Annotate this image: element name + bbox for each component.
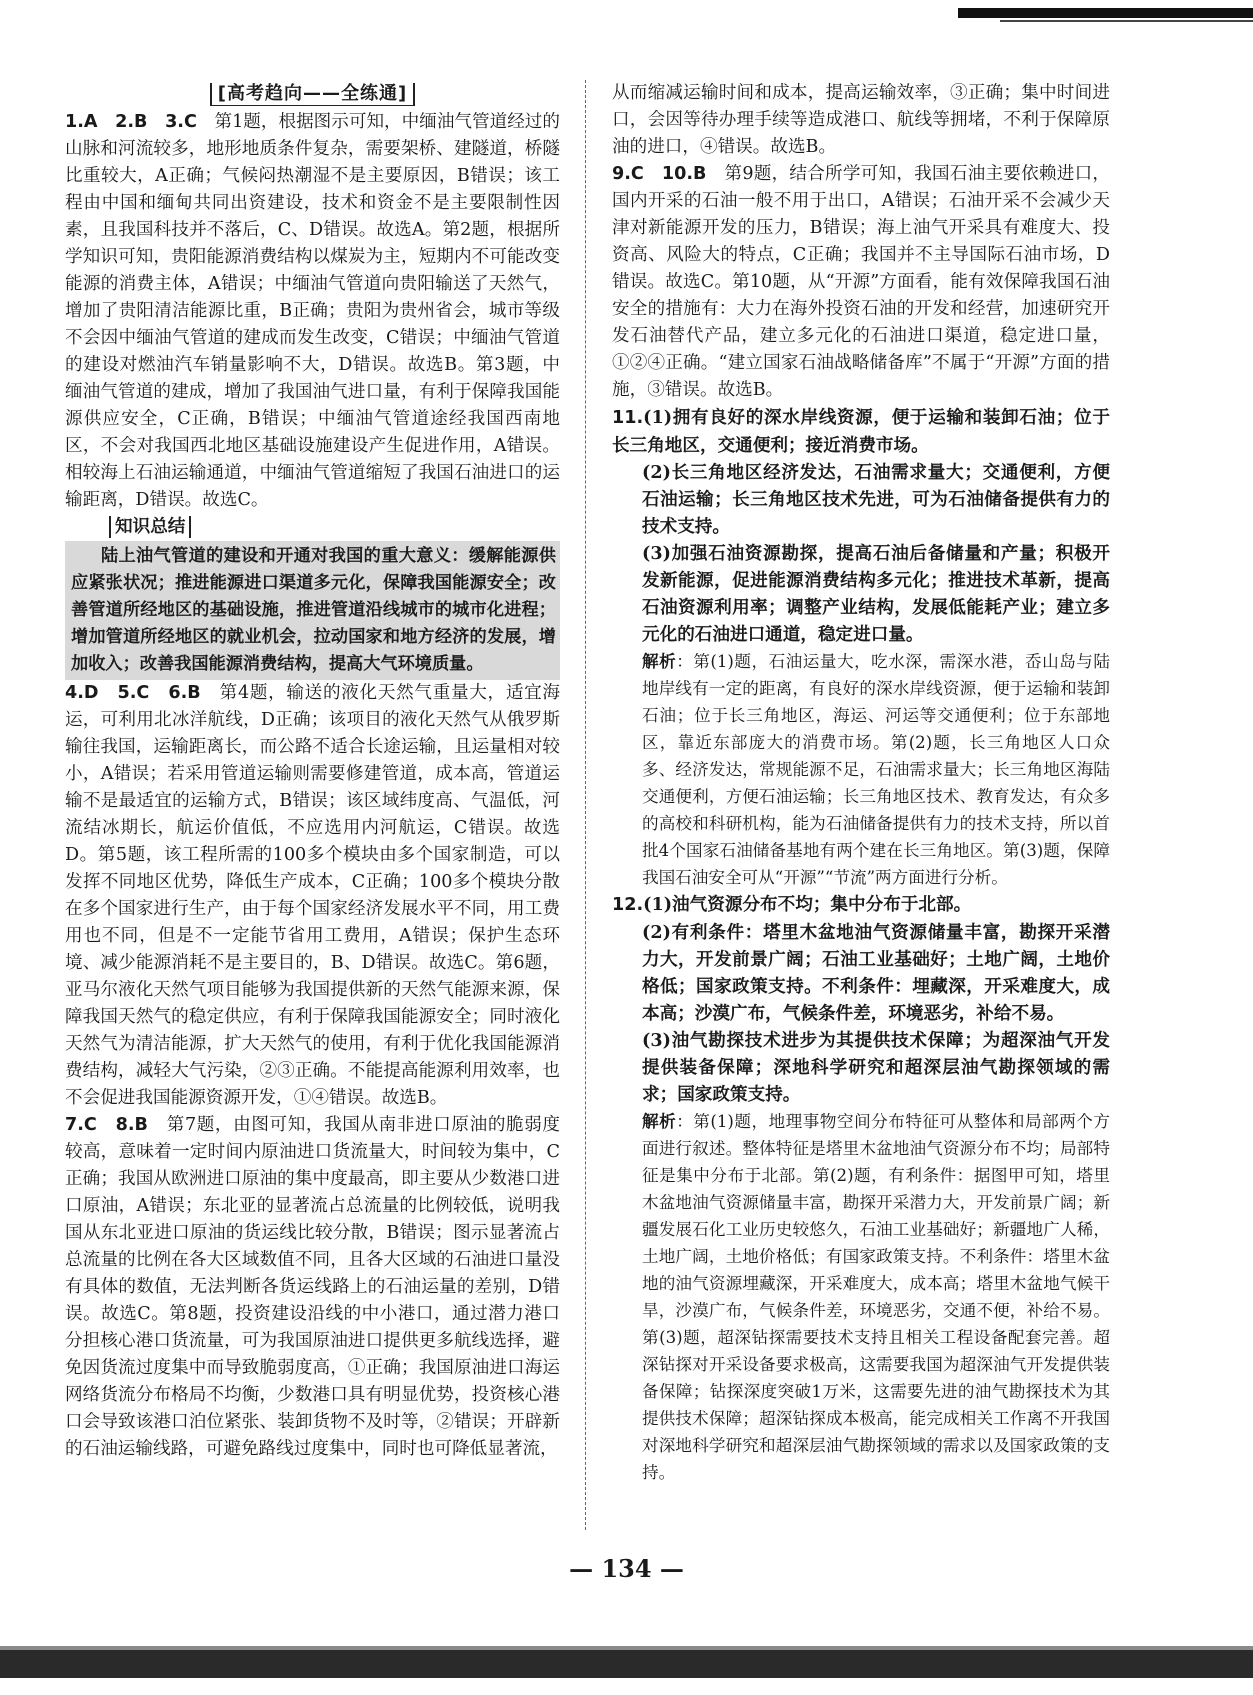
answer-11 (612, 404, 1110, 891)
answer-11-part-2: (2)长三角地区经济发达，石油需求量大；交通便利，方便石油运输；长三角地区技术先进，可为石油储备提供有力的技术支持。 (642, 462, 1110, 537)
page-number: — 134 — (569, 1554, 684, 1583)
answer-text: 第1题，根据图示可知，中缅油气管道经过的山脉和河流较多，地形地质条件复杂，需要架桥、建隧道，桥隧比重较大，A正确；气候闷热潮湿不是主要原因，B错误；该工程由中国和缅甸共同出资建设，技术和资金不是主要限制性因素，且我国科技并不落后，C、D错误。故选A。第2题，根据所学知识可知，贵阳能源消费结构以煤炭为主，短期内不可能改变能源的消费主体，A错误；中缅油气管道向贵阳输送了天然气，增加了贵阳清洁能源比重，B正确；贵阳为贵州省会，城市等级不会因中缅油气管道的建成而发生改变，C错误；中缅油气管道的建设对燃油汽车销量影响不大，D错误。故选B。第3题，中缅油气管道的建成，增加了我国油气进口量，有利于保障我国能源供应安全，C正确，B错误；中缅油气管道途经我国西南地区，不会对我国西北地区基础设施建设产生促进作用，A错误。相较海上石油运输通道，中缅油气管道缩短了我国石油进口的运输距离，D错误。故选C。 (65, 112, 560, 510)
explanation-label: 解析 (642, 1112, 677, 1131)
answer-12-part-1: 12.(1)油气资源分布不均；集中分布于北部。 (612, 894, 972, 915)
answer-number: 7.C 8.B (65, 1115, 148, 1135)
answer-number: 12. (612, 895, 644, 915)
answer-11-part-1: 11.(1)拥有良好的深水岸线资源，便于运输和装卸石油；位于长三角地区，交通便利；接近消费市场。 (612, 407, 1110, 456)
right-column (612, 80, 1110, 1486)
answer-11-part-3: (3)加强石油资源勘探，提高石油后备储量和产量；积极开发新能源，促进能源消费结构多元化；推进技术革新，提高石油资源利用率；调整产业结构，发展低能耗产业；建立多元化的石油进口通道，稳定进口量。 (642, 543, 1110, 645)
bottom-decor-bar (0, 1650, 1253, 1678)
answer-12-part-3: (3)油气勘探技术进步为其提供技术保障；为超深油气开发提供装备保障；深地科学研究和超深层油气勘探领域的需求；国家政策支持。 (642, 1030, 1110, 1105)
top-decor-line (1000, 20, 1253, 22)
answer-12-explanation: 解析：第(1)题，地理事物空间分布特征可从整体和局部两个方面进行叙述。整体特征是塔里木盆地油气资源分布不均；局部特征是集中分布于北部。第(2)题，有利条件：据图甲可知，塔里木盆地油气资源储量丰富，勘探开采潜力大，开发前景广阔；新疆发展石化工业历史较悠久，石油工业基础好；新疆地广人稀，土地广阔，土地价格低；有国家政策支持。不利条件：塔里木盆地的油气资源埋藏深，开采难度大，成本高；塔里木盆地气候干旱，沙漠广布，气候条件差，环境恶劣，交通不便，补给不易。第(3)题，超深钻探需要技术支持且相关工程设备配套完善。超深钻探对开采设备要求极高，这需要我国为超深油气开发提供装备保障；钻探深度突破1万米，这需要先进的油气勘探技术为其提供技术保障；超深钻探成本极高，能完成相关工作离不开我国对深地科学研究和超深层油气勘探领域的需求以及国家政策的支持。 (642, 1112, 1111, 1482)
answer-9-10 (612, 161, 1110, 404)
left-column (65, 80, 560, 1463)
answer-1-3 (65, 109, 560, 514)
column-divider (585, 80, 586, 1530)
summary-text: 陆上油气管道的建设和开通对我国的重大意义：缓解能源供应紧张状况；推进能源进口渠道多元化，保障我国能源安全；改善管道所经地区的基础设施，推进管道沿线城市的城市化进程；增加管道所经地区的就业机会，拉动国家和地方经济的发展，增加收入；改善我国能源消费结构，提高大气环境质量。 (71, 546, 556, 674)
answer-4-6 (65, 680, 560, 1112)
answer-text: 第7题，由图可知，我国从南非进口原油的脆弱度较高，意味着一定时间内原油进口货流量大，时间较为集中，C正确；我国从欧洲进口原油的集中度最高，即主要从少数港口进口原油，A错误；东北亚的显著流占总流量的比例较低，说明我国从东北亚进口原油的货运线比较分散，B错误；图示显著流占总流量的比例在各大区域数值不同，且各大区域的石油进口量没有具体的数值，无法判断各货运线路上的石油运量的差别，D错误。故选C。第8题，投资建设沿线的中小港口，通过潜力港口分担核心港口货流量，可为我国原油进口提供更多航线选择，避免因货流过度集中而导致脆弱度高，①正确；我国原油进口海运网络货流分布格局不均衡，少数港口具有明显优势，投资核心港口会导致该港口泊位紧张、装卸货物不及时等，②错误；开辟新的石油运输线路，可避免路线过度集中，同时也可降低显著流， (65, 1115, 560, 1459)
answer-number: 9.C 10.B (612, 164, 707, 184)
answer-number: 11. (612, 408, 644, 428)
answer-number: 4.D 5.C 6.B (65, 683, 201, 703)
summary-tag: 知识总结 (109, 516, 191, 538)
explanation-label: 解析 (642, 652, 677, 671)
answer-12 (612, 891, 1110, 1486)
answer-text: 第9题，结合所学可知，我国石油主要依赖进口，国内开采的石油一般不用于出口，A错误；石油开采不会减少天津对新能源开发的压力，B错误；海上油气开采具有难度大、投资高、风险大的特点，C正确；我国并不主导国际石油市场，D错误。故选C。第10题，从“开源”方面看，能有效保障我国石油安全的措施有：大力在海外投资石油的开发和经营，加速研究开发石油替代产品，建立多元化的石油进口渠道，稳定进口量，①②④正确。“建立国家石油战略储备库”不属于“开源”方面的措施，③错误。故选B。 (612, 164, 1110, 400)
answer-12-part-2: (2)有利条件：塔里木盆地油气资源储量丰富，勘探开采潜力大，开发前景广阔；石油工业基础好；土地广阔，土地价格低；国家政策支持。不利条件：埋藏深，开采难度大，成本高；沙漠广布，气候条件差，环境恶劣，补给不易。 (642, 922, 1110, 1024)
answer-7-8-continued: 从而缩减运输时间和成本，提高运输效率，③正确；集中时间进口，会因等待办理手续等造成港口、航线等拥堵，不利于保障原油的进口，④错误。故选B。 (612, 83, 1110, 157)
summary-box (65, 541, 560, 680)
answer-11-explanation: 解析：第(1)题，石油运量大，吃水深，需深水港，岙山岛与陆地岸线有一定的距离，有良好的深水岸线资源，便于运输和装卸石油；位于长三角地区，海运、河运等交通便利；位于东部地区，靠近东部庞大的消费市场。第(2)题，长三角地区人口众多、经济发达，常规能源不足，石油需求量大；长三角地区海陆交通便利，方便石油运输；长三角地区技术、教育发达，有众多的高校和科研机构，能为石油储备提供有力的技术支持，所以首批4个国家石油储备基地有两个建在长三角地区。第(3)题，保障我国石油安全可从“开源”“节流”两方面进行分析。 (642, 652, 1111, 887)
top-decor-bar (958, 8, 1253, 18)
answer-number: 1.A 2.B 3.C (65, 112, 197, 132)
answer-7-8 (65, 1112, 560, 1463)
answer-text: 第4题，输送的液化天然气重量大，适宜海运，可利用北冰洋航线，D正确；该项目的液化天然气从俄罗斯输往我国，运输距离长，而公路不适合长途运输，且运量相对较小，A错误；若采用管道运输则需要修建管道，成本高，管道运输不是最适宜的运输方式，B错误；该区域纬度高、气温低，河流结冰期长，航运价值低，不应选用内河航运，C错误。故选D。第5题，该工程所需的100多个模块由多个国家制造，可以发挥不同地区优势，降低生产成本，C正确；100多个模块分散在多个国家进行生产，由于每个国家经济发展水平不同，用工费用也不同，但是不一定能节省用工费用，A错误；保护生态环境、减少能源消耗不是主要目的，B、D错误。故选C。第6题，亚马尔液化天然气项目能够为我国提供新的天然气能源来源，保障我国天然气的稳定供应，有利于保障我国能源安全；同时液化天然气为清洁能源，扩大天然气的使用，有利于优化我国能源消费结构，减轻大气污染，②③正确。不能提高能源利用效率，也不会促进我国能源资源开发，①④错误。故选B。 (65, 683, 561, 1108)
section-title: [高考趋向——全练通] (65, 80, 560, 107)
